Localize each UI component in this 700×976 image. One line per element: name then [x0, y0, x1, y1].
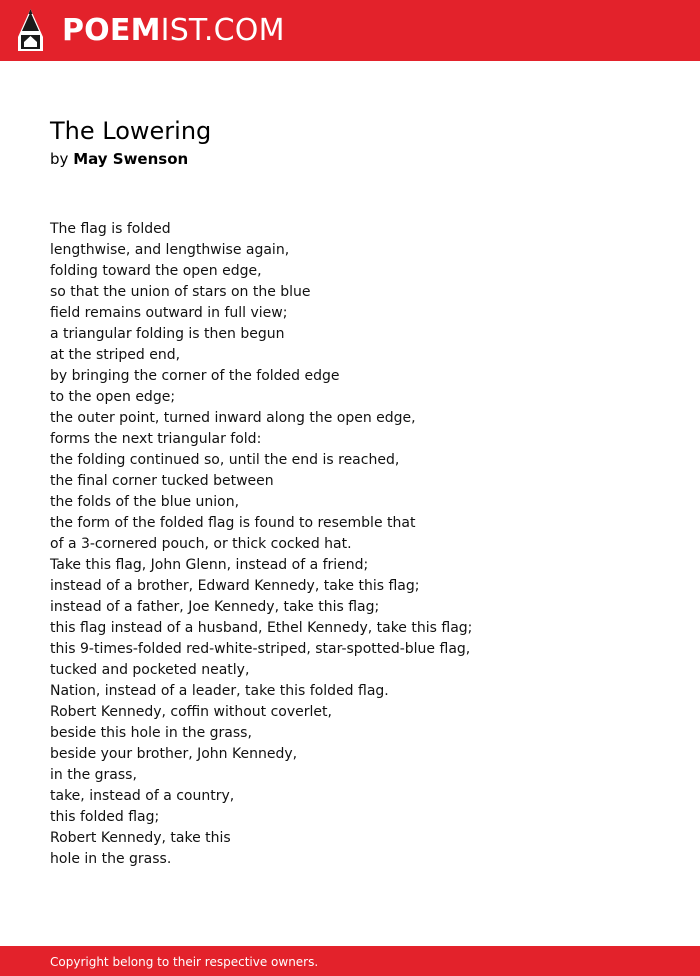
- poem-line: beside your brother, John Kennedy,: [50, 746, 298, 762]
- poem-line: Robert Kennedy, take this: [50, 830, 231, 846]
- brand-bold-text: POEM: [62, 13, 161, 48]
- poem-line: tucked and pocketed neatly,: [50, 662, 250, 678]
- poem-line: The flag is folded: [50, 221, 171, 237]
- poem-line: of a 3-cornered pouch, or thick cocked hat.: [50, 536, 352, 552]
- pencil-icon: [18, 9, 43, 51]
- copyright-text: Copyright belong to their respective owners.: [50, 955, 319, 969]
- poem-line: the final corner tucked between: [50, 473, 274, 489]
- poem-line: beside this hole in the grass,: [50, 725, 252, 741]
- poem-line: the outer point, turned inward along the open edge,: [50, 410, 416, 426]
- poem-line: the folds of the blue union,: [50, 494, 240, 510]
- poem-line: by bringing the corner of the folded edge: [50, 368, 340, 384]
- poem-line: Take this flag, John Glenn, instead of a friend;: [50, 557, 369, 573]
- poem-line: to the open edge;: [50, 389, 176, 405]
- poem-body: [50, 219, 670, 870]
- site-footer: [0, 946, 700, 976]
- poem-line: field remains outward in full view;: [50, 305, 288, 321]
- poem-title: The Lowering: [50, 117, 212, 145]
- site-header: [0, 0, 700, 61]
- poem-line: at the striped end,: [50, 347, 181, 363]
- poem-line: so that the union of stars on the blue: [50, 284, 311, 300]
- poem-line: in the grass,: [50, 767, 137, 783]
- poem-line: lengthwise, and lengthwise again,: [50, 242, 290, 258]
- poem-line: Nation, instead of a leader, take this folded flag.: [50, 683, 389, 699]
- poem-line: this flag instead of a husband, Ethel Kennedy, take this flag;: [50, 620, 473, 636]
- poem-line: instead of a father, Joe Kennedy, take this flag;: [50, 599, 380, 615]
- poem-line: instead of a brother, Edward Kennedy, take this flag;: [50, 578, 420, 594]
- poem-line: this folded flag;: [50, 809, 160, 825]
- poem-line: folding toward the open edge,: [50, 263, 262, 279]
- poem-line: a triangular folding is then begun: [50, 326, 285, 342]
- poem-line: this 9-times-folded red-white-striped, star-spotted-blue flag,: [50, 641, 471, 657]
- by-label: by: [50, 150, 69, 168]
- poem-line: the form of the folded flag is found to resemble that: [50, 515, 416, 531]
- site-logo[interactable]: [62, 13, 285, 49]
- poem-line: the folding continued so, until the end is reached,: [50, 452, 400, 468]
- poem-line: Robert Kennedy, coffin without coverlet,: [50, 704, 332, 720]
- author-name: May Swenson: [73, 150, 189, 168]
- poem-line: forms the next triangular fold:: [50, 431, 262, 447]
- poem-line: hole in the grass.: [50, 851, 172, 867]
- byline: [50, 149, 188, 169]
- brand-light-text: IST.COM: [160, 13, 285, 48]
- poem-line: take, instead of a country,: [50, 788, 235, 804]
